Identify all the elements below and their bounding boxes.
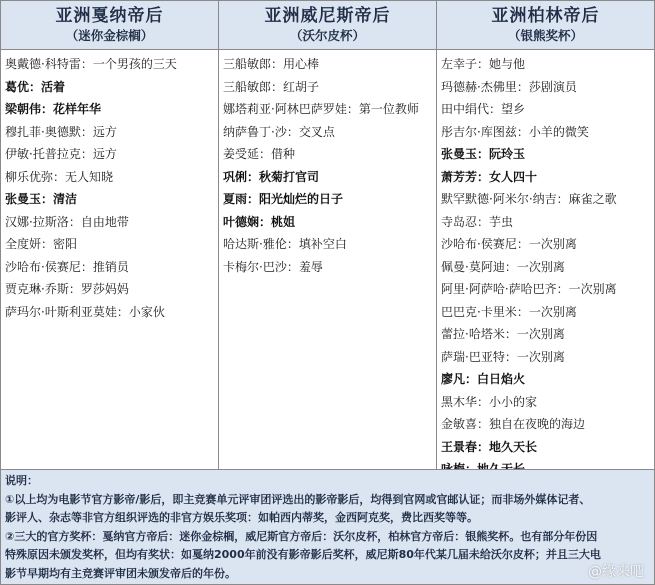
winner-row: 汉娜·拉斯洛：自由地带 <box>5 214 129 229</box>
column-rows <box>1 50 218 323</box>
winner-row: 奥戴德·科特雷：一个男孩的三天 <box>5 57 177 71</box>
winner-row: 黑木华：小小的家 <box>441 394 538 409</box>
column-rows <box>219 50 436 278</box>
winner-row: 王景春：地久天长 <box>441 439 538 454</box>
winner-row: 阿里·阿萨哈·萨哈巴齐：一次别离 <box>441 282 617 296</box>
column-subtitle: （迷你金棕榈） <box>65 28 154 43</box>
winner-row: 张曼玉：阮玲玉 <box>441 147 526 161</box>
column-berlin <box>437 1 654 469</box>
column-rows <box>437 50 654 481</box>
column-cannes <box>1 1 219 469</box>
notes-panel <box>1 469 654 584</box>
column-header-berlin <box>437 1 654 50</box>
winner-row: 萧芳芳：女人四十 <box>441 169 538 184</box>
watermark: @缘来吧 <box>588 564 644 580</box>
winner-row: 默罕默德·阿米尔·纳吉：麻雀之歌 <box>441 192 617 206</box>
winner-row: 沙哈布·侯赛尼：一次别离 <box>441 237 577 251</box>
column-venice <box>219 1 437 469</box>
winner-row: 彤吉尔·库图兹：小羊的微笑 <box>441 124 589 139</box>
winner-row: 佩曼·莫阿迪：一次别离 <box>441 259 565 274</box>
column-header-venice <box>219 1 436 50</box>
winner-row: 张曼玉：清洁 <box>5 192 78 206</box>
winner-row: 叶德娴：桃姐 <box>223 214 296 229</box>
winner-row: 娜塔莉亚·阿林巴萨罗娃：第一位教师 <box>223 102 419 116</box>
winner-row: 田中绢代：望乡 <box>441 102 526 116</box>
winner-row: 纳萨鲁丁·沙：交叉点 <box>223 124 335 139</box>
winner-row: 卡梅尔·巴沙：羞辱 <box>223 259 323 274</box>
column-title: 亚洲戛纳帝后 <box>55 6 164 26</box>
winner-row: 贾克琳·乔斯：罗莎妈妈 <box>5 282 129 296</box>
winner-row: 姜受延：借种 <box>223 147 296 161</box>
winner-row: 伊敏·托普拉克：远方 <box>5 147 117 161</box>
note-line: 影评人、杂志等非官方组织评选的非官方娱乐奖项：如帕西内蒂奖，金西阿克奖，费比西奖等等。 <box>5 511 478 524</box>
winner-row: 柳乐优弥：无人知晓 <box>5 169 114 184</box>
column-subtitle: （沃尔皮杯） <box>289 28 365 43</box>
winner-row: 三船敏郎：红胡子 <box>223 79 320 94</box>
winner-row: 夏雨：阳光灿烂的日子 <box>223 192 344 206</box>
winner-row: 左幸子：她与他 <box>441 57 526 71</box>
winner-row: 萨玛尔·叶斯利亚莫娃：小家伙 <box>5 304 165 319</box>
note-line: ②三大的官方奖杯：戛纳官方帝后：迷你金棕榈，威尼斯官方帝后：沃尔皮杯，柏林官方帝后：银熊奖杯。也有部分年份因 <box>5 529 598 543</box>
winner-row: 沙哈布·侯赛尼：推销员 <box>5 259 129 274</box>
winner-row: 廖凡：白日焰火 <box>441 372 526 386</box>
winner-row: 蕾拉·哈塔米：一次别离 <box>441 327 565 341</box>
note-line: ①以上均为电影节官方影帝/影后，即主竞赛单元评审团评选出的影帝影后，均得到官网或官邮认证；而非场外媒体记者、 <box>5 492 591 506</box>
winner-row: 梁朝伟：花样年华 <box>5 102 102 116</box>
note-line: 影节早期均有主竞赛评审团未颁发帝后的年份。 <box>5 566 236 580</box>
note-line: 特殊原因未颁发奖杯，但均有奖状：如戛纳2000年前没有影帝影后奖杯，威尼斯80年代某几届未给沃尔皮杯；并且三大电 <box>5 548 601 561</box>
winner-row: 寺岛忍：芋虫 <box>441 214 514 229</box>
winner-row: 穆扎菲·奥德默：远方 <box>5 124 117 139</box>
column-title: 亚洲柏林帝后 <box>491 6 600 26</box>
winner-row: 葛优：活着 <box>5 79 66 94</box>
winner-row: 三船敏郎：用心棒 <box>223 57 320 71</box>
table-columns <box>1 1 654 469</box>
column-subtitle: （银熊奖杯） <box>507 28 583 43</box>
winner-row: 全度妍：密阳 <box>5 237 78 251</box>
winner-row: 玛德赫·杰佛里：莎剧演员 <box>441 79 577 94</box>
column-title: 亚洲威尼斯帝后 <box>264 6 391 26</box>
winner-row: 巩俐：秋菊打官司 <box>223 169 320 184</box>
winner-row: 巴巴克·卡里米：一次别离 <box>441 304 577 319</box>
notes-heading: 说明： <box>5 474 38 487</box>
column-header-cannes <box>1 1 218 50</box>
winner-row: 萨瑞·巴亚特：一次别离 <box>441 349 565 364</box>
winner-row: 哈达斯·雅伦：填补空白 <box>223 237 347 251</box>
winner-row: 金敏喜：独自在夜晚的海边 <box>441 417 586 431</box>
